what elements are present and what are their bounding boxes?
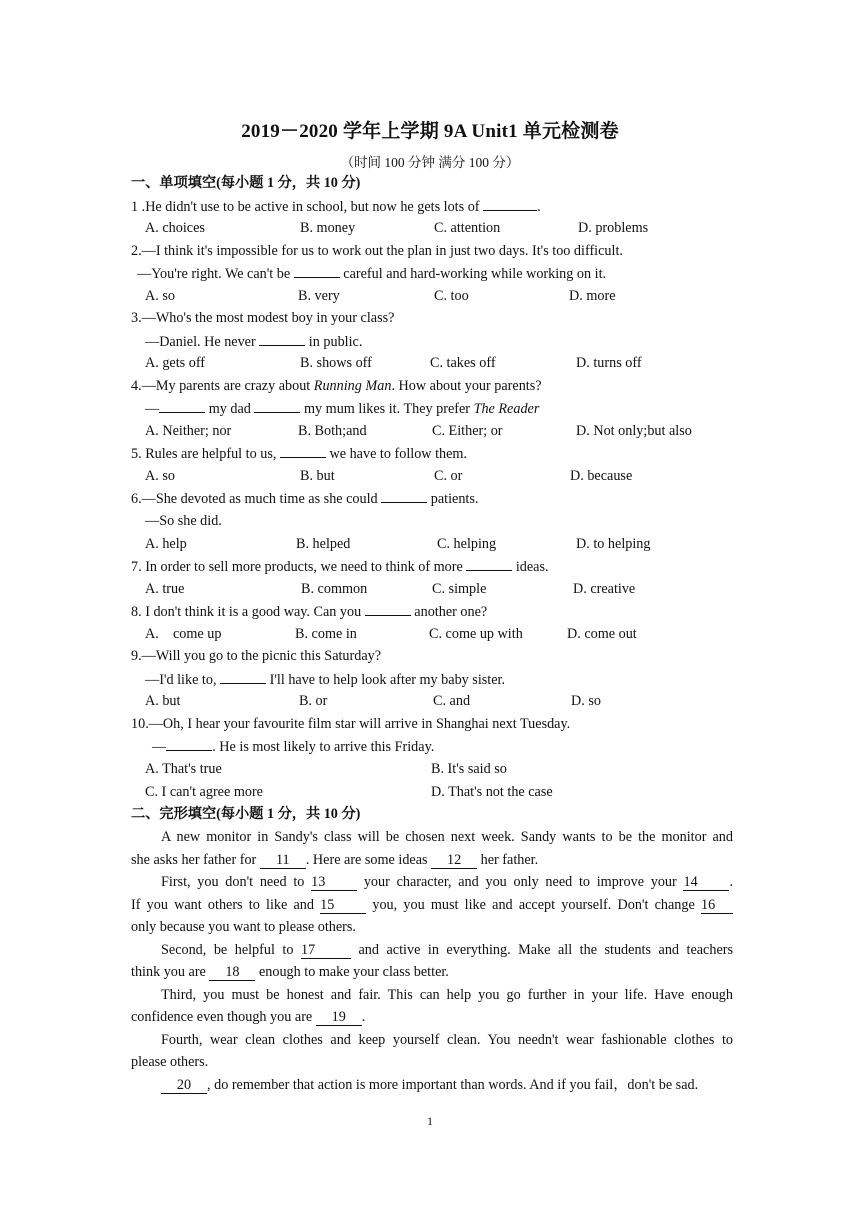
passage-line	[131, 917, 733, 940]
q10-reply-dash: —	[152, 739, 167, 755]
q9-option-d: D. so	[571, 693, 601, 709]
q8-option-a: A. come up	[145, 626, 222, 642]
q5-option-b: B. but	[300, 468, 335, 484]
passage-line	[131, 895, 733, 918]
q6-reply: —So she did.	[145, 513, 222, 529]
q3-reply-text: —Daniel. He never	[145, 334, 260, 350]
p1-line-2c: her father.	[477, 851, 539, 868]
q9-option-a: A. but	[145, 693, 181, 709]
q2-option-a: A. so	[145, 288, 175, 304]
p6-line-1: , do remember that action is more important than words. And if you fail，don't be sad.	[207, 1076, 699, 1093]
q4-blank-2	[254, 398, 300, 413]
q10-reply	[152, 736, 434, 756]
q4-reply	[145, 398, 539, 418]
q8-stem-end: another one?	[410, 604, 488, 620]
question-4	[131, 376, 542, 396]
q9-reply-end: I'll have to help look after my baby sister.	[266, 672, 506, 688]
p3-line-2b: enough to make your class better.	[255, 964, 449, 980]
q2-reply-end: careful and hard-working while working on it.	[339, 266, 607, 282]
p1-line-1: A new monitor in Sandy's class will be chosen next week. Sandy wants to be the monitor and	[161, 829, 733, 845]
q6-stem: 6.—She devoted as much time as she could	[131, 491, 382, 507]
question-7	[131, 556, 549, 576]
cloze-blank-13: 13	[311, 875, 357, 891]
q3-option-c: C. takes off	[430, 355, 496, 371]
cloze-blank-17: 17	[301, 943, 351, 959]
question-2: 2.—I think it's impossible for us to work out the plan in just two days. It's too difficult.	[131, 243, 623, 259]
p4-line-1: Third, you must be honest and fair. This can help you go further in your life. Have enough	[161, 986, 733, 1003]
cloze-blank-11: 11	[260, 853, 306, 869]
question-3: 3.—Who's the most modest boy in your class?	[131, 310, 395, 326]
passage-line	[131, 827, 733, 850]
q5-blank	[280, 443, 326, 458]
p3-line-1a: Second, be helpful to	[161, 941, 301, 958]
cloze-blank-19: 19	[316, 1010, 362, 1026]
passage-line	[131, 1075, 733, 1098]
q5-option-a: A. so	[145, 468, 175, 484]
q4-blank-1	[159, 398, 205, 413]
passage-line	[131, 872, 733, 895]
q6-stem-end: patients.	[427, 491, 479, 507]
p2-line-1c: .	[729, 874, 734, 890]
p4-line-2a: confidence even though you are	[131, 1009, 316, 1025]
q3-option-b: B. shows off	[300, 355, 372, 371]
q6-option-b: B. helped	[296, 536, 351, 552]
cloze-blank-16: 16	[701, 898, 733, 914]
passage-line	[131, 850, 733, 873]
q7-option-d: D. creative	[573, 581, 636, 597]
q4-stem: 4.—My parents are crazy about	[131, 378, 314, 394]
q9-option-b: B. or	[299, 693, 328, 709]
p2-line-1b: your character, and you only need to improve your	[357, 874, 684, 890]
q7-option-a: A. true	[145, 581, 185, 597]
q10-blank	[166, 736, 212, 751]
question-6	[131, 488, 478, 508]
q5-option-d: D. because	[570, 468, 633, 484]
question-10: 10.—Oh, I hear your favourite film star will arrive in Shanghai next Tuesday.	[131, 716, 571, 732]
q9-reply-text: —I'd like to,	[145, 672, 221, 688]
q3-option-d: D. turns off	[576, 355, 642, 371]
q3-reply	[145, 331, 362, 351]
q9-blank	[220, 669, 266, 684]
section1-heading: 一、单项填空(每小题 1 分，共 10 分)	[131, 175, 361, 191]
p2-line-2b: you, you must like and accept yourself. Don't change	[366, 896, 701, 913]
q6-option-d: D. to helping	[576, 536, 651, 552]
q1-stem-end: .	[537, 199, 541, 215]
q9-option-c: C. and	[433, 693, 471, 709]
question-5	[131, 443, 467, 463]
q10-option-d: D. That's not the case	[431, 784, 553, 800]
q7-option-c: C. simple	[432, 581, 487, 597]
q10-option-c: C. I can't agree more	[145, 784, 263, 800]
q8-stem: 8. I don't think it is a good way. Can you	[131, 604, 365, 620]
q2-blank	[294, 263, 340, 278]
cloze-blank-20: 20	[161, 1078, 207, 1094]
cloze-blank-18: 18	[209, 965, 255, 981]
p4-line-2b: .	[361, 1009, 366, 1025]
q2-option-d: D. more	[569, 288, 616, 304]
passage-line	[131, 1030, 733, 1053]
q2-option-c: C. too	[434, 288, 469, 304]
q1-option-b: B. money	[300, 220, 356, 236]
q6-blank	[381, 488, 427, 503]
q2-option-b: B. very	[298, 288, 340, 304]
q4-stem-end: . How about your parents?	[391, 378, 542, 394]
passage-line	[131, 940, 733, 963]
q1-option-c: C. attention	[434, 220, 501, 236]
q10-option-b: B. It's said so	[431, 761, 507, 777]
q4-reply-dash: —	[145, 401, 160, 417]
question-9: 9.—Will you go to the picnic this Saturday?	[131, 648, 382, 664]
q5-option-c: C. or	[434, 468, 463, 484]
q4-option-d: D. Not only;but also	[576, 423, 692, 439]
passage-line	[131, 985, 733, 1008]
question-1	[131, 196, 541, 216]
cloze-blank-15: 15	[320, 898, 366, 914]
q3-reply-end: in public.	[305, 334, 363, 350]
passage-line	[131, 1052, 733, 1075]
p5-line-1: Fourth, wear clean clothes and keep yourself clean. You needn't wear fashionable clothes to	[161, 1031, 733, 1048]
q7-blank	[466, 556, 512, 571]
q4-reply-mid: my dad	[205, 401, 255, 417]
p5-line-2: please others.	[131, 1054, 209, 1070]
cloze-blank-12: 12	[431, 853, 477, 869]
q8-blank	[365, 601, 411, 616]
q3-option-a: A. gets off	[145, 355, 206, 371]
q2-reply	[137, 263, 606, 283]
p2-line-2a: If you want others to like and	[131, 896, 321, 913]
q5-stem: 5. Rules are helpful to us,	[131, 446, 280, 462]
q8-option-c: C. come up with	[429, 626, 523, 642]
p3-line-2a: think you are	[131, 964, 210, 980]
passage-line	[131, 1007, 733, 1030]
q1-stem: 1 .He didn't use to be active in school, but now he gets lots of	[131, 199, 484, 215]
cloze-passage	[131, 827, 733, 1097]
q3-blank	[259, 331, 305, 346]
q4-show-title: Running Man	[313, 378, 392, 394]
passage-line	[131, 962, 733, 985]
q4-option-c: C. Either; or	[432, 423, 503, 439]
q2-reply-text: —You're right. We can't be	[137, 266, 294, 282]
page-subtitle: （时间 100 分钟 满分 100 分）	[340, 155, 520, 170]
q4-option-b: B. Both;and	[298, 423, 367, 439]
q8-option-b: B. come in	[295, 626, 357, 642]
q1-option-a: A. choices	[145, 220, 205, 236]
q6-option-c: C. helping	[437, 536, 497, 552]
q4-reply-title: The Reader	[473, 401, 540, 417]
q1-blank	[483, 196, 537, 211]
p1-line-2a: she asks her father for	[131, 851, 260, 868]
section2-heading: 二、完形填空(每小题 1 分，共 10 分)	[131, 806, 361, 822]
q4-option-a: A. Neither; nor	[145, 423, 232, 439]
q8-option-d: D. come out	[567, 626, 637, 642]
p2-line-3: only because you want to please others.	[131, 919, 356, 935]
q7-stem: 7. In order to sell more products, we need to think of more	[131, 559, 467, 575]
q10-reply-end: . He is most likely to arrive this Friday.	[212, 739, 435, 755]
p2-line-1a: First, you don't need to	[161, 874, 312, 890]
q9-reply	[145, 669, 505, 689]
cloze-blank-14: 14	[683, 875, 729, 891]
p3-line-1b: and active in everything. Make all the students and teachers	[350, 941, 733, 958]
q6-option-a: A. help	[145, 536, 187, 552]
q1-option-d: D. problems	[578, 220, 649, 236]
q5-stem-end: we have to follow them.	[325, 446, 468, 462]
q7-option-b: B. common	[301, 581, 368, 597]
page-number: 1	[427, 1114, 433, 1128]
question-8	[131, 601, 487, 621]
q10-option-a: A. That's true	[145, 761, 222, 777]
p1-line-2b: . Here are some ideas	[305, 851, 432, 868]
page-title: 2019－2020 学年上学期 9A Unit1 单元检测卷	[241, 121, 619, 142]
q7-stem-end: ideas.	[512, 559, 549, 575]
q4-reply-end: my mum likes it. They prefer	[300, 401, 474, 417]
